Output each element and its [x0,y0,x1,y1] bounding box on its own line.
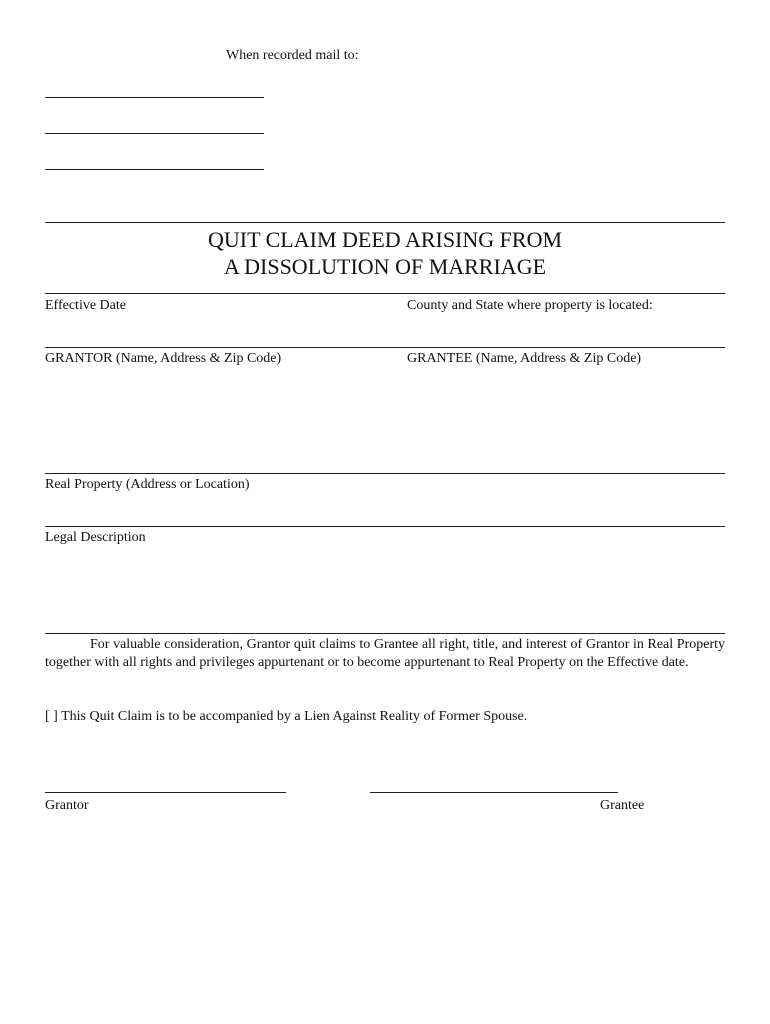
grantor-signature-line[interactable] [45,792,286,793]
legal-description-rule [45,526,725,527]
document-title-line-2: A DISSOLUTION OF MARRIAGE [223,254,547,279]
real-property-label: Real Property (Address or Location) [45,477,250,492]
lien-checkbox[interactable]: [ ] [45,709,58,724]
grantee-signature-line[interactable] [370,792,618,793]
lien-statement [45,708,527,726]
grantee-label: GRANTEE (Name, Address & Zip Code) [407,351,642,366]
mail-to-line-1[interactable] [45,97,264,98]
grantee-signature-label: Grantee [600,798,645,813]
mail-to-line-2[interactable] [45,133,264,134]
consideration-paragraph [45,636,725,672]
county-state-label: County and State where property is located: [407,298,653,313]
consideration-text: For valuable consideration, Grantor quit claims to Grantee all right, title, and interest of Grantor in Real Property together with all rights and privileges appurtenant or to become appurtenant to Real Property on the Effective date. [45,637,725,670]
mail-to-label: When recorded mail to: [226,48,359,63]
document-title-line-1: QUIT CLAIM DEED ARISING FROM [207,227,563,252]
lien-statement-text: This Quit Claim is to be accompanied by a Lien Against Reality of Former Spouse. [61,709,528,724]
effective-date-label: Effective Date [45,298,126,313]
title-bottom-rule [45,293,725,294]
title-top-rule [45,222,725,223]
grantor-grantee-rule [45,347,725,348]
grantor-label: GRANTOR (Name, Address & Zip Code) [45,351,282,366]
consideration-rule [45,633,725,634]
grantor-signature-label: Grantor [45,798,89,813]
legal-description-label: Legal Description [45,530,146,545]
mail-to-line-3[interactable] [45,169,264,170]
real-property-rule [45,473,725,474]
